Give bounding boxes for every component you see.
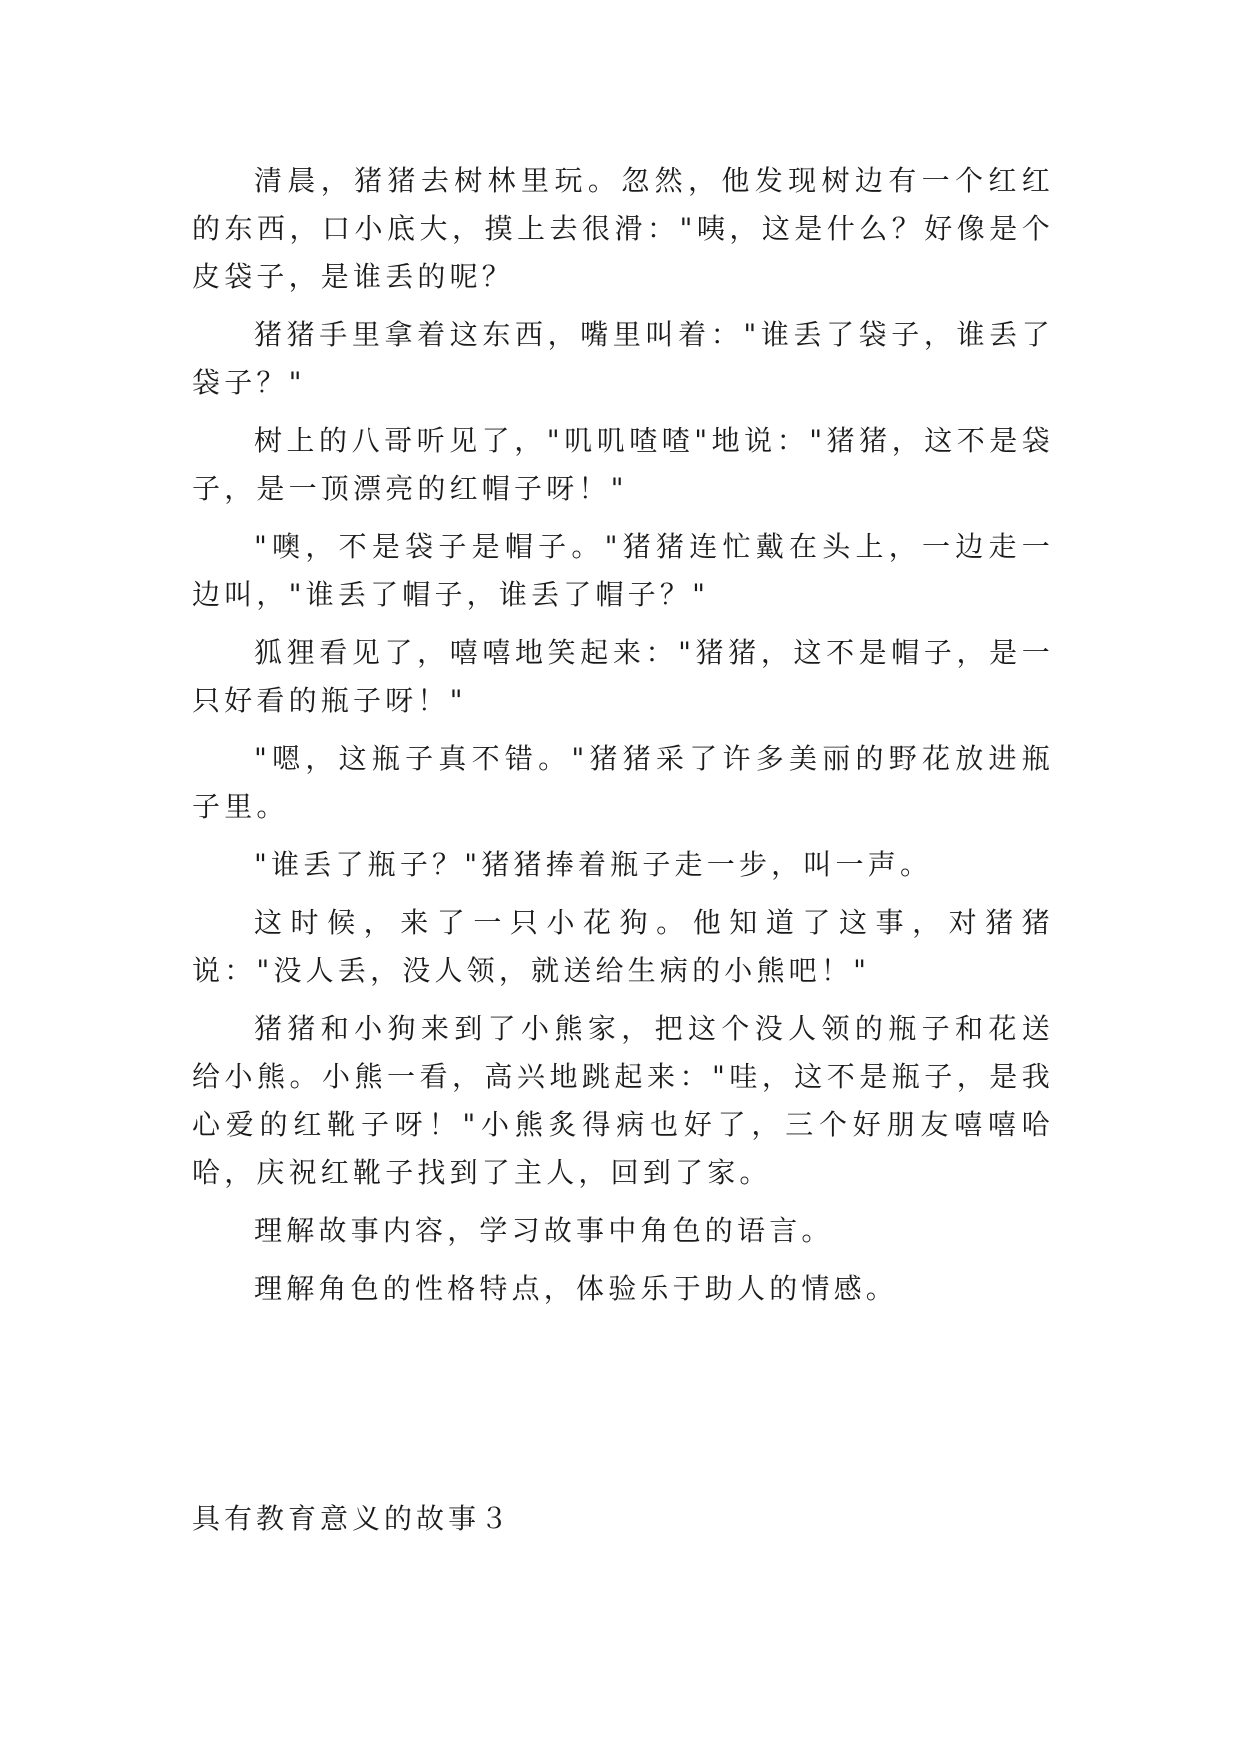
section-heading: 具有教育意义的故事３ [192, 1502, 513, 1535]
story-body [192, 157, 1054, 1323]
paragraph-2: 猪猪手里拿着这东西，嘴里叫着："谁丢了袋子，谁丢了袋子？" [192, 318, 1054, 399]
paragraph-6: "嗯，这瓶子真不错。"猪猪采了许多美丽的野花放进瓶子里。 [192, 742, 1054, 823]
paragraph-8: 这时候，来了一只小花狗。他知道了这事，对猪猪说："没人丢，没人领，就送给生病的小熊吧！" [192, 906, 1054, 987]
paragraph-11: 理解角色的性格特点，体验乐于助人的情感。 [254, 1272, 899, 1305]
paragraph-9: 猪猪和小狗来到了小熊家，把这个没人领的瓶子和花送给小熊。小熊一看，高兴地跳起来："哇，这不是瓶子，是我心爱的红靴子呀！"小熊炙得病也好了，三个好朋友嘻嘻哈哈，庆祝红靴子找到了主人，回到了家。 [192, 1012, 1054, 1189]
paragraph-4: "噢，不是袋子是帽子。"猪猪连忙戴在头上，一边走一边叫，"谁丢了帽子，谁丢了帽子？" [192, 530, 1054, 611]
paragraph-10: 理解故事内容，学习故事中角色的语言。 [254, 1214, 834, 1247]
paragraph-5: 狐狸看见了，嘻嘻地笑起来："猪猪，这不是帽子，是一只好看的瓶子呀！" [192, 636, 1054, 717]
paragraph-1: 清晨，猪猪去树林里玩。忽然，他发现树边有一个红红的东西，口小底大，摸上去很滑："咦，这是什么？好像是个皮袋子，是谁丢的呢？ [192, 164, 1054, 293]
paragraph-3: 树上的八哥听见了，"叽叽喳喳"地说："猪猪，这不是袋子，是一顶漂亮的红帽子呀！" [192, 424, 1054, 505]
paragraph-7: "谁丢了瓶子？"猪猪捧着瓶子走一步，叫一声。 [254, 848, 933, 881]
